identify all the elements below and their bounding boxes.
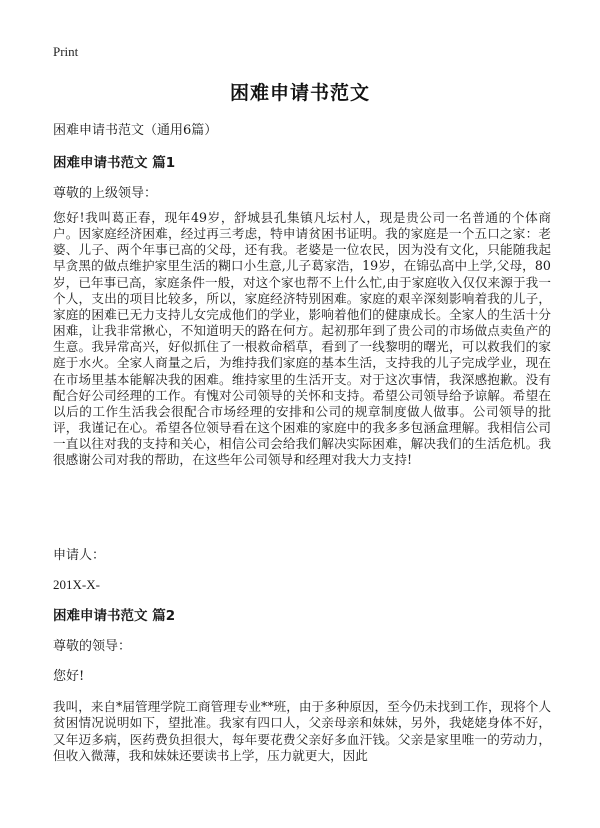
section-2-salutation: 尊敬的领导： — [53, 639, 132, 654]
section-1-body: 您好!我叫葛正春，现年49岁，舒城县孔集镇凡坛村人，现是贵公司一名普通的个体商户。因家庭经济困难，经过再三考虑，特申请贫困书证明。我的家庭是一个五口之家：老婆、儿子、两个年事已高的父母，还有我。老婆是一位农民，因为没有文化，只能随我起早贪黑的做点维护家里生活的糊口小生意,儿子葛家浩，19岁，在锦弘高中上学,父母，80岁，已年事已高，家庭条件一般，对这个家也帮不上什么忙,由于家庭收入仅仅来源于我一个人，支出的项目比较多，所以，家庭经济特别困难。家庭的艰辛深刻影响着我的儿子，家庭的困难已无力支持儿女完成他们的学业，影响着他们的健康成长。全家人的生活十分困难，让我非常揪心，不知道明天的路在何方。起初那年到了贵公司的市场做点卖鱼产的生意。我异常高兴，好似抓住了一根救命稻草，看到了一线黎明的曙光，可以救我们的家庭于水火。全家人商量之后，为维持我们家庭的基本生活，支持我的儿子完成学业，现在在市场里基本能解决我的困难。维持家里的生活开支。对于这次事情，我深感抱歉。没有配合好公司经理的工作。有愧对公司领导的关怀和支持。希望公司领导给予谅解。希望在以后的工作生活我会很配合市场经理的安排和公司的规章制度做人做事。公司领导的批评，我谨记在心。希望各位领导看在这个困难的家庭中的我多多包涵盒理解。我相信公司一直以往对我的支持和关心，相信公司会给我们解决实际困难，解决我们的生活危机。我很感谢公司对我的帮助，在这些年公司领导和经理对我大力支持! — [53, 210, 551, 468]
section-2-body: 我叫，来自*届管理学院工商管理专业**班，由于多种原因，至今仍未找到工作，现将个人贫困情况说明如下，望批准。我家有四口人，父亲母亲和妹妹，另外，我姥姥身体不好，又年迈多病，医药费负担很大，每年要花费父亲好多血汗钱。父亲是家里唯一的劳动力，但收入微薄，我和妹妹还要读书上学，压力就更大，因此 — [53, 699, 551, 763]
section-1-applicant: 申请人： — [53, 548, 106, 563]
section-1-heading: 困难申请书范文 篇1 — [53, 155, 176, 171]
print-link[interactable]: Print — [53, 44, 79, 59]
document-title: 困难申请书范文 — [229, 82, 370, 104]
section-2-heading: 困难申请书范文 篇2 — [53, 608, 176, 624]
section-1-date: 201X-X- — [53, 577, 100, 592]
document-subtitle: 困难申请书范文（通用6篇） — [53, 123, 218, 138]
section-1-salutation: 尊敬的上级领导： — [53, 186, 158, 201]
section-2-greeting: 您好! — [53, 669, 85, 684]
